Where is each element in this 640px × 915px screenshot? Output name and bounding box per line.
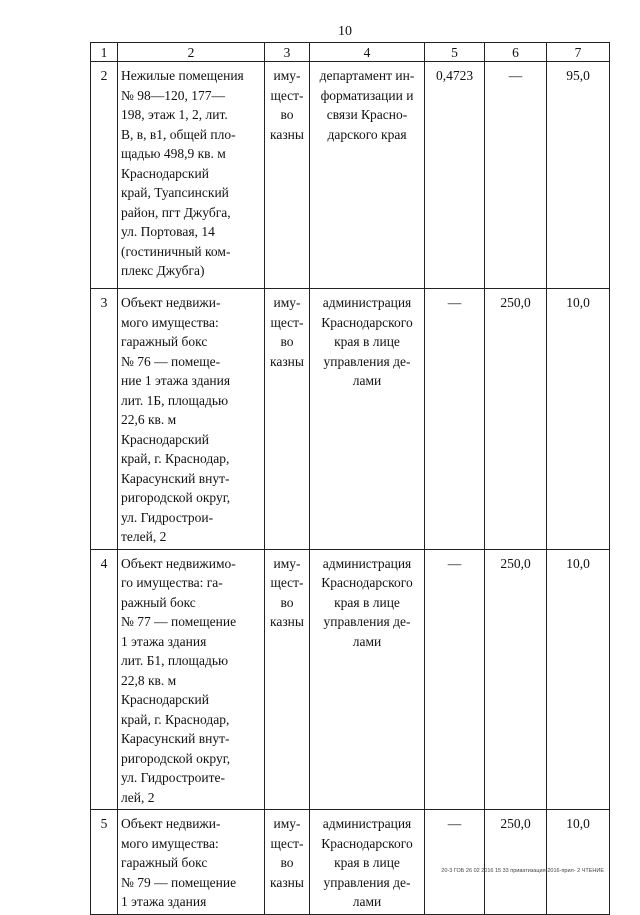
text-line: Объект недвижи- (121, 816, 221, 831)
property-type (265, 549, 310, 810)
text-line: Объект недвижи- (121, 295, 221, 310)
property-type (265, 810, 310, 915)
text-line: щест- (270, 835, 304, 851)
text-line: телей, 2 (121, 529, 167, 544)
page-number: 10 (338, 24, 352, 39)
text-line: Карасунский внут- (121, 731, 230, 746)
property-holder (310, 289, 425, 550)
value-col6: — (485, 62, 547, 289)
property-holder (310, 549, 425, 810)
text-line: форматизации и (320, 87, 414, 103)
text-line: щест- (270, 87, 304, 103)
text-line: ул. Гидростроите- (121, 770, 226, 785)
text-line: края в лице (334, 594, 400, 610)
text-line: край, Туапсинский (121, 185, 229, 200)
header-cell: 1 (91, 43, 118, 62)
text-line: ние 1 этажа здания (121, 373, 231, 388)
text-line: иму- (273, 295, 301, 310)
text-line: щест- (270, 575, 304, 590)
text-line: 1 этажа здания (121, 633, 207, 649)
text-line: Краснодарского (321, 835, 413, 851)
text-line: го имущества: га- (121, 575, 223, 590)
text-line: лами (352, 373, 382, 388)
property-description (118, 289, 265, 550)
property-type (265, 62, 310, 289)
text-line: Карасунский внут- (121, 470, 230, 486)
text-line: край, г. Краснодар, (121, 451, 230, 466)
text-line: край, г. Краснодар, (121, 711, 230, 727)
text-line: 198, этаж 1, 2, лит. (121, 107, 228, 122)
text-line: № 77 — помещение (121, 614, 237, 629)
header-cell: 2 (118, 43, 265, 62)
text-line: управления де- (323, 353, 411, 369)
text-line: 22,8 кв. м (121, 672, 177, 688)
text-line: департамент ин- (319, 68, 415, 83)
text-line: дарского края (327, 126, 407, 142)
text-line: лами (352, 633, 382, 649)
table-row (91, 549, 610, 810)
property-table (90, 42, 610, 915)
text-line: (гостиничный ком- (121, 243, 231, 259)
footer-stamp: 20-3 ГОБ 26 02 2016 15 33 приватизация-2016-прил- 2 ЧТЕНИЕ (441, 868, 604, 874)
text-line: № 79 — помещение (121, 874, 237, 890)
property-type (265, 289, 310, 550)
text-line: Краснодарского (321, 314, 413, 330)
text-line: Нежилые помещения (121, 68, 244, 83)
text-line: казны (270, 353, 304, 369)
header-cell: 5 (425, 43, 485, 62)
text-line: ул. Гидрострои- (121, 509, 214, 525)
text-line: иму- (273, 68, 301, 83)
text-line: 22,6 кв. м (121, 412, 177, 427)
text-line: мого имущества: (121, 835, 219, 851)
text-line: лит. Б1, площадью (121, 653, 229, 668)
header-cell: 6 (485, 43, 547, 62)
text-line: гаражный бокс (121, 855, 208, 870)
property-description (118, 549, 265, 810)
property-holder (310, 810, 425, 915)
text-line: В, в, в1, общей пло- (121, 126, 236, 142)
text-line: лами (352, 894, 382, 909)
value-col5: — (425, 549, 485, 810)
value-col6: 250,0 (485, 549, 547, 810)
table-row (91, 62, 610, 289)
row-number: 5 (91, 810, 118, 915)
text-line: Краснодарского (321, 575, 413, 590)
text-line: казны (270, 874, 304, 890)
table-row (91, 289, 610, 550)
value-col7: 10,0 (547, 810, 610, 915)
value-col6: 250,0 (485, 289, 547, 550)
text-line: плекс Джубга) (121, 263, 205, 278)
row-number: 2 (91, 62, 118, 289)
value-col5: — (425, 289, 485, 550)
text-line: ражный бокс (121, 594, 196, 610)
value-col7: 95,0 (547, 62, 610, 289)
value-col7: 10,0 (547, 549, 610, 810)
text-line: казны (270, 126, 304, 142)
text-line: связи Красно- (326, 107, 408, 122)
text-line: ригородской округ, (121, 750, 231, 766)
text-line: Краснодарский (121, 692, 209, 707)
value-col6: 250,0 (485, 810, 547, 915)
text-line: во (280, 107, 294, 122)
text-line: края в лице (334, 334, 400, 349)
text-line: № 98—120, 177— (121, 87, 226, 103)
text-line: район, пгт Джубга, (121, 204, 231, 220)
row-number: 3 (91, 289, 118, 550)
text-line: управления де- (323, 874, 411, 890)
value-col5: 0,4723 (425, 62, 485, 289)
text-line: администрация (322, 295, 412, 310)
text-line: лей, 2 (121, 789, 155, 805)
text-line: щест- (270, 314, 304, 330)
text-line: Краснодарский (121, 431, 209, 447)
table-row (91, 810, 610, 915)
text-line: края в лице (334, 855, 400, 870)
row-number: 4 (91, 549, 118, 810)
header-cell: 3 (265, 43, 310, 62)
text-line: Краснодарский (121, 165, 209, 181)
text-line: гаражный бокс (121, 334, 208, 349)
value-col7: 10,0 (547, 289, 610, 550)
text-line: казны (270, 614, 304, 629)
text-line: 1 этажа здания (121, 894, 207, 909)
property-holder (310, 62, 425, 289)
text-line: во (280, 334, 294, 349)
text-line: управления де- (323, 614, 411, 629)
text-line: администрация (322, 816, 412, 831)
text-line: иму- (273, 816, 301, 831)
text-line: мого имущества: (121, 314, 219, 330)
text-line: ригородской округ, (121, 490, 231, 505)
text-line: во (280, 594, 294, 610)
value-col5: — (425, 810, 485, 915)
property-description (118, 810, 265, 915)
text-line: ул. Портовая, 14 (121, 224, 215, 239)
text-line: во (280, 855, 294, 870)
table-header-row (91, 43, 610, 62)
text-line: иму- (273, 555, 301, 571)
text-line: № 76 — помеще- (121, 353, 221, 369)
header-cell: 4 (310, 43, 425, 62)
text-line: Объект недвижимо- (121, 555, 236, 571)
text-line: щадью 498,9 кв. м (121, 146, 226, 161)
text-line: лит. 1Б, площадью (121, 392, 229, 408)
text-line: администрация (322, 555, 412, 571)
property-description (118, 62, 265, 289)
header-cell: 7 (547, 43, 610, 62)
